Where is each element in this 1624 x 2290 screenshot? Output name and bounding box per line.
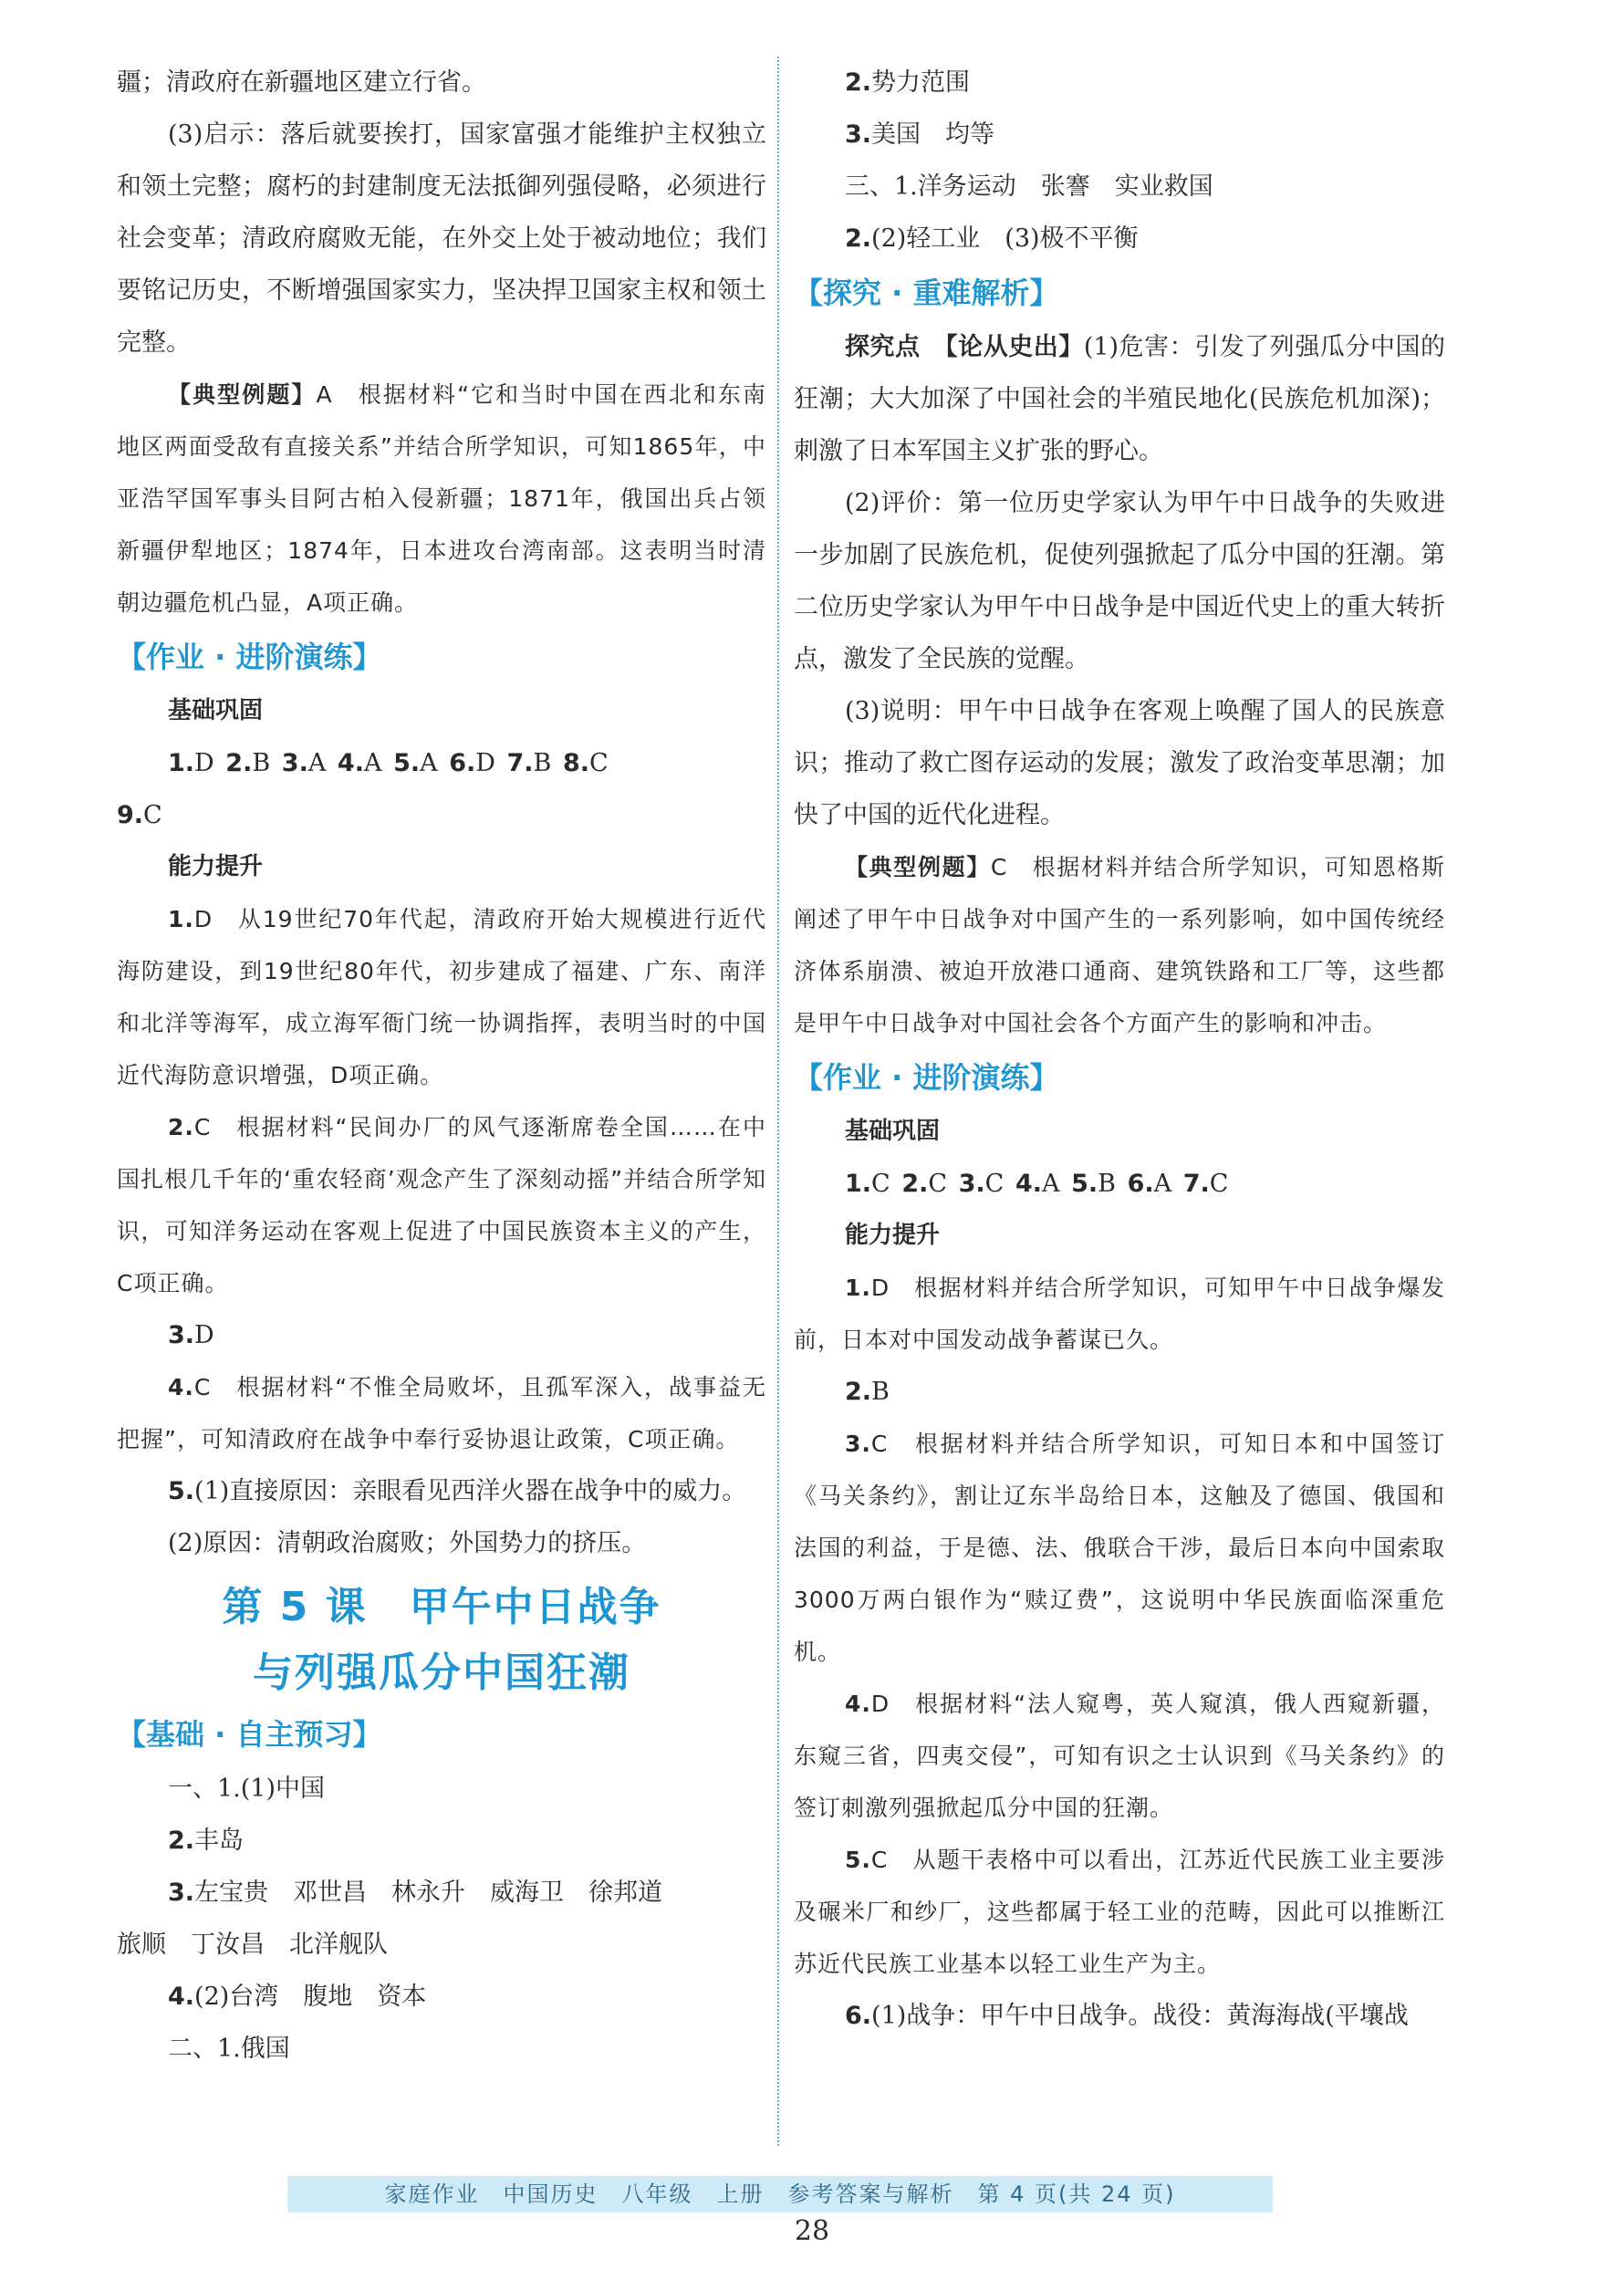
subheading-ability: 能力提升 — [168, 853, 264, 880]
left-column — [117, 57, 766, 2075]
answer-item: 6.A — [1127, 1170, 1172, 1198]
answer-item: 7.B — [506, 749, 552, 777]
example-label: 【典型例题】 — [168, 381, 317, 408]
page-number: 28 — [794, 2215, 830, 2247]
preview-line: 一、1.(1)中国 — [168, 1775, 326, 1803]
answer-item: 2.C — [901, 1170, 948, 1198]
preview-line: 二、1.俄国 — [168, 2035, 290, 2063]
section-header-explore: 【探究 · 重难解析】 — [794, 276, 1059, 310]
explore-paragraph: 探究点 【论从史出】(1)危害：引发了列强瓜分中国的狂潮；大大加深了中国社会的半殖民地化(民族危机加深)；刺激了日本军国主义扩张的野心。 — [794, 333, 1445, 465]
explore-label: 探究点 【论从史出】 — [845, 333, 1084, 361]
basic-answers-row — [117, 737, 766, 789]
answer-item: 9.C — [117, 801, 162, 829]
answer-item: 5.B — [1071, 1170, 1116, 1198]
paragraph: (3)启示：落后就要挨打，国家富强才能维护主权独立和领土完整；腐朽的封建制度无法抵御列强侵略，必须进行社会变革；清政府腐败无能，在外交上处于被动地位；我们要铭记历史，不断增强国家实力，坚决捍卫国家主权和领土完整。 — [117, 120, 766, 357]
subheading-basic: 基础巩固 — [168, 697, 264, 724]
answer-item: 4.A — [1015, 1170, 1060, 1198]
preview-line: 三、1.洋务运动 张謇 实业救国 — [845, 172, 1213, 201]
answer-paragraph: 2.B — [845, 1378, 890, 1406]
basic-answers-row — [117, 789, 766, 841]
answer-paragraph: 2.C 根据材料“民间办厂的风气逐渐席卷全国……在中国扎根几千年的‘重农轻商’观念产生了深刻动摇”并结合所学知识，可知洋务运动在客观上促进了中国民族资本主义的产生，C项正确。 — [117, 1114, 766, 1296]
preview-line: 4.(2)台湾 腹地 资本 — [168, 1983, 427, 2011]
answer-item: 4.A — [337, 749, 382, 777]
answer-paragraph: 5.C 从题干表格中可以看出，江苏近代民族工业主要涉及碾米厂和纱厂，这些都属于轻工业的范畴，因此可以推断江苏近代民族工业基本以轻工业生产为主。 — [794, 1847, 1445, 1977]
answer-paragraph: 4.D 根据材料“法人窥粤，英人窥滇，俄人西窥新疆，东窥三省，四夷交侵”，可知有识之士认识到《马关条约》的签订刺激列强掀起瓜分中国的狂潮。 — [794, 1691, 1445, 1821]
answer-paragraph: 5.(1)直接原因：亲眼看见西洋火器在战争中的威力。 — [168, 1477, 747, 1505]
answer-paragraph: 6.(1)战争：甲午中日战争。战役：黄海海战(平壤战 — [845, 2002, 1409, 2030]
column-divider — [777, 57, 779, 2146]
lesson-title: 与列强瓜分中国狂潮 — [253, 1650, 630, 1696]
answer-paragraph: 4.C 根据材料“不惟全局败坏，且孤军深入，战事益无把握”，可知清政府在战争中奉行妥协退让政策，C项正确。 — [117, 1374, 766, 1452]
preview-line: 3.左宝贵 邓世昌 林永升 威海卫 徐邦道 — [168, 1879, 663, 1907]
paragraph: 疆；清政府在新疆地区建立行省。 — [117, 68, 486, 97]
answer-paragraph: 3.C 根据材料并结合所学知识，可知日本和中国签订《马关条约》，割让辽东半岛给日本，这触及了德国、俄国和法国的利益，于是德、法、俄联合干涉，最后日本向中国索取3000万两白银作为“赎辽费”，这说明中华民族面临深重危机。 — [794, 1431, 1445, 1665]
answer-item: 2.B — [225, 749, 271, 777]
example-label: 【典型例题】 — [845, 854, 991, 880]
preview-line: 2.势力范围 — [845, 68, 971, 97]
answer-item: 3.A — [281, 749, 327, 777]
answer-paragraph: 1.D 根据材料并结合所学知识，可知甲午中日战争爆发前，日本对中国发动战争蓄谋已久。 — [794, 1275, 1445, 1353]
example-paragraph — [117, 369, 766, 629]
right-column — [794, 57, 1445, 2042]
example-text: A 根据材料“它和当时中国在西北和东南地区两面受敌有直接关系”并结合所学知识，可知1865年，中亚浩罕国军事头目阿古柏入侵新疆；1871年，俄国出兵占领新疆伊犁地区；1874年，日本进攻台湾南部。这表明当时清朝边疆危机凸显，A项正确。 — [117, 381, 766, 616]
answer-item: 1.D — [168, 749, 214, 777]
section-header-preview: 【基础 · 自主预习】 — [117, 1717, 382, 1752]
preview-line: 2.丰岛 — [168, 1827, 245, 1855]
answer-item: 6.D — [449, 749, 495, 777]
explore-paragraph: (3)说明：甲午中日战争在客观上唤醒了国人的民族意识；推动了救亡图存运动的发展；激发了政治变革思潮；加快了中国的近代化进程。 — [794, 697, 1445, 829]
preview-line: 旅顺 丁汝昌 北洋舰队 — [117, 1931, 388, 1959]
answer-item: 7.C — [1182, 1170, 1229, 1198]
answer-item: 5.A — [393, 749, 438, 777]
lesson-title: 第 5 课 甲午中日战争 — [222, 1584, 661, 1630]
explore-paragraph: (2)评价：第一位历史学家认为甲午中日战争的失败进一步加剧了民族危机，促使列强掀起了瓜分中国的狂潮。第二位历史学家认为甲午中日战争是中国近代史上的重大转折点，激发了全民族的觉醒。 — [794, 489, 1445, 673]
answer-paragraph: 1.D 从19世纪70年代起，清政府开始大规模进行近代海防建设，到19世纪80年代，初步建成了福建、广东、南洋和北洋等海军，成立海军衙门统一协调指挥，表明当时的中国近代海防意识增强，D项正确。 — [117, 906, 766, 1088]
answer-paragraph: 3.D — [168, 1321, 214, 1349]
preview-line: 3.美国 均等 — [845, 120, 995, 149]
answer-paragraph: (2)原因：清朝政治腐败；外国势力的挤压。 — [168, 1529, 647, 1557]
preview-line: 2.(2)轻工业 (3)极不平衡 — [845, 224, 1139, 253]
example-paragraph — [794, 841, 1445, 1049]
answer-item: 1.C — [845, 1170, 890, 1198]
answer-item: 3.C — [958, 1170, 1005, 1198]
example-text: C 根据材料并结合所学知识，可知恩格斯阐述了甲午中日战争对中国产生的一系列影响，如中国传统经济体系崩溃、被迫开放港口通商、建筑铁路和工厂等，这些都是甲午中日战争对中国社会各个方面产生的影响和冲击。 — [794, 854, 1445, 1036]
basic-answers-row — [794, 1158, 1445, 1210]
section-header-homework: 【作业 · 进阶演练】 — [117, 640, 382, 674]
footer-banner: 家庭作业 中国历史 八年级 上册 参考答案与解析 第 4 页(共 24 页) — [287, 2176, 1273, 2212]
section-header-homework: 【作业 · 进阶演练】 — [794, 1060, 1059, 1095]
answer-item: 8.C — [562, 749, 609, 777]
subheading-ability: 能力提升 — [845, 1222, 941, 1249]
subheading-basic: 基础巩固 — [845, 1118, 941, 1145]
